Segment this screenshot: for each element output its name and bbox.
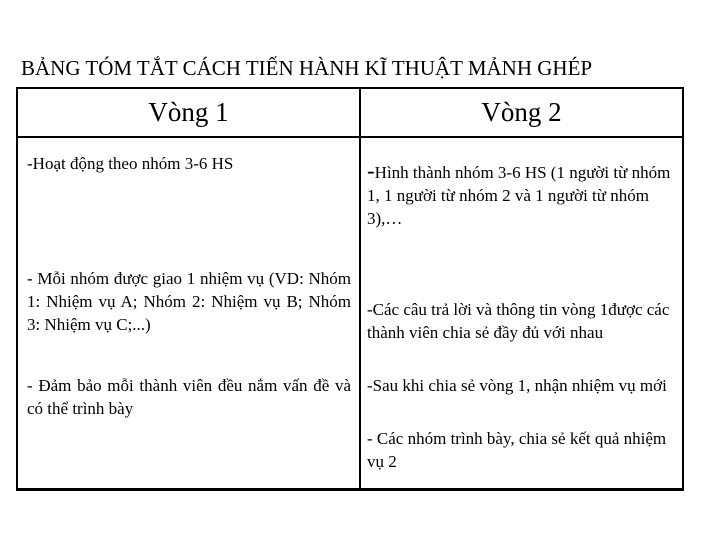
round-1-step-1: -Hoạt động theo nhóm 3-6 HS — [27, 154, 234, 173]
round-2-step-4: - Các nhóm trình bày, chia sẻ kết quả nhiệm vụ 2 — [367, 429, 667, 471]
page-title: BẢNG TÓM TẮT CÁCH TIẾN HÀNH KĨ THUẬT MẢNH GHÉP — [21, 56, 593, 80]
header-divider — [18, 136, 682, 138]
round-2-step-1-dash: - — [367, 158, 375, 183]
round-2-step-1 — [367, 159, 679, 230]
round-2-step-2: -Các câu trả lời và thông tin vòng 1được các thành viên chia sẻ đầy đủ với nhau — [367, 300, 670, 342]
summary-table — [16, 87, 684, 491]
round-2-step-3: -Sau khi chia sẻ vòng 1, nhận nhiệm vụ mới — [367, 376, 667, 395]
round-1-step-3: - Đảm bảo mỗi thành viên đều nắm vấn đề và có thể trình bày — [27, 376, 351, 418]
round-2-step-1-text: Hình thành nhóm 3-6 HS (1 người từ nhóm 1, 1 người từ nhóm 2 và 1 người từ nhóm 3),… — [367, 163, 671, 228]
column-header-round-1: Vòng 1 — [148, 97, 229, 127]
column-divider — [359, 89, 361, 488]
round-1-step-2: - Mỗi nhóm được giao 1 nhiệm vụ (VD: Nhóm 1: Nhiệm vụ A; Nhóm 2: Nhiệm vụ B; Nhóm 3: Nhiệm vụ C;...) — [27, 269, 351, 334]
column-header-round-2: Vòng 2 — [481, 97, 562, 127]
